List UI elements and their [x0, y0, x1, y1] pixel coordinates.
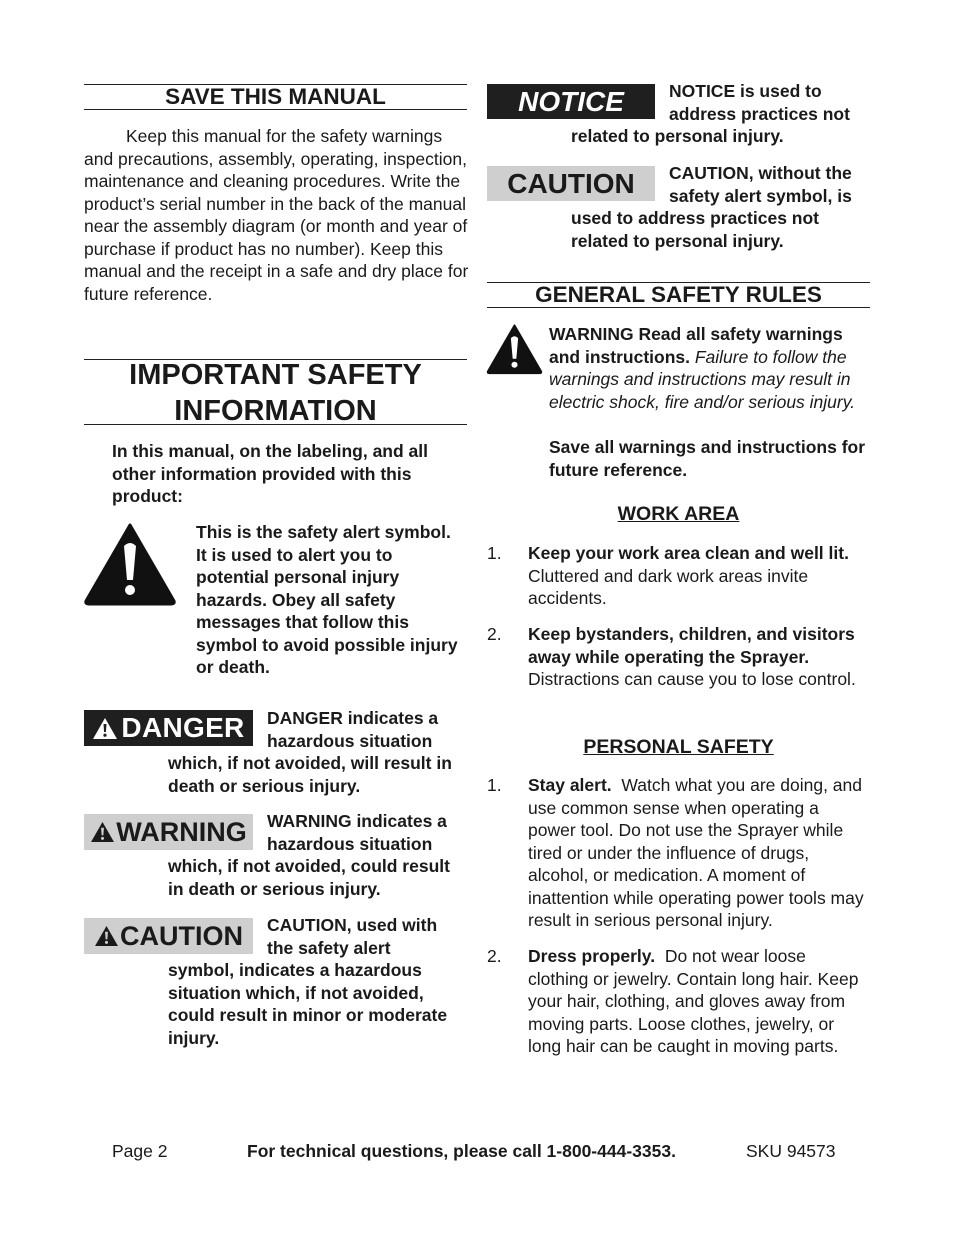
danger-label: DANGER	[121, 712, 245, 743]
general-warning-bold: WARNING Read all safety warnings and instructions.	[549, 324, 843, 367]
danger-text-line: hazardous situation	[267, 730, 433, 751]
important-safety-heading	[84, 357, 467, 429]
notice-label: NOTICE	[518, 85, 624, 117]
notice-text-rest: related to personal injury.	[571, 126, 784, 146]
list-item-bold: Keep your work area clean and well lit.	[528, 543, 849, 563]
personal-safety-heading: PERSONAL SAFETY	[583, 736, 774, 758]
list-item-bold: Stay alert.	[528, 775, 612, 795]
caution-plain-label: CAUTION	[507, 167, 635, 199]
heading-line-2: INFORMATION	[174, 395, 377, 427]
footer-tech-support: For technical questions, please call 1-800-444-3353.	[247, 1141, 676, 1161]
notice-text-line: NOTICE is used to	[669, 81, 822, 101]
caution-plain-text-line: safety alert symbol, is	[669, 185, 852, 206]
caution-alert-text-line: CAUTION, used with	[267, 915, 438, 935]
caution-plain-badge	[487, 166, 655, 201]
list-number: 1.	[487, 543, 502, 563]
section-bottom-rule	[84, 424, 467, 425]
caution-alert-badge	[84, 918, 253, 954]
list-item-text: Distractions can cause you to lose control.	[528, 669, 856, 689]
danger-text-line: DANGER indicates a	[267, 708, 439, 728]
warning-text-top	[267, 810, 467, 855]
list-item-text: Do not wear loose clothing or jewelry. Contain long hair. Keep your hair, clothing, and gloves away from moving parts. Loose clothes, jewelry, or long hair can be caught in moving parts.	[528, 946, 859, 1056]
safety-alert-icon	[486, 323, 543, 375]
list-item-bold: Dress properly.	[528, 946, 656, 966]
list-item-text: Cluttered and dark work areas invite accidents.	[528, 565, 809, 608]
caution-alert-text-rest: symbol, indicates a hazardous situation which, if not avoided, could result in minor or moderate injury.	[168, 960, 448, 1048]
list-item	[528, 623, 868, 691]
notice-text-top	[669, 80, 869, 125]
warning-text-line: hazardous situation	[267, 833, 433, 854]
warning-alert-icon	[90, 821, 115, 843]
section-bottom-rule	[84, 109, 467, 110]
section-bottom-rule	[487, 307, 870, 308]
footer-sku: SKU 94573	[746, 1141, 836, 1161]
list-item-text: Watch what you are doing, and use common sense when operating a power tool. Do not use the Sprayer while tired or under the influence of drugs, alcohol, or medication. A moment of inattention while operating power tools may result in serious personal injury.	[528, 775, 864, 930]
list-item	[528, 945, 870, 1058]
save-manual-heading: SAVE THIS MANUAL	[165, 84, 386, 109]
important-intro: In this manual, on the labeling, and all other information provided with this product:	[112, 441, 429, 506]
danger-text-top	[267, 707, 467, 752]
caution-alert-icon	[94, 925, 119, 947]
danger-text-rest: which, if not avoided, will result in death or serious injury.	[168, 753, 452, 796]
general-warning-italic: Failure to follow the warnings and instructions may result in electric shock, fire and/or serious injury.	[549, 346, 856, 412]
warning-badge	[84, 814, 253, 850]
warning-text-rest: which, if not avoided, could result in death or serious injury.	[168, 856, 450, 899]
danger-badge	[84, 710, 253, 746]
list-item-bold: Keep bystanders, children, and visitors away while operating the Sprayer.	[528, 624, 855, 667]
warning-label: WARNING	[116, 816, 247, 847]
caution-plain-text-rest: used to address practices not related to personal injury.	[571, 208, 819, 251]
notice-text-line: address practices not	[669, 103, 850, 124]
general-warning-text	[549, 323, 871, 413]
footer-page-number: Page 2	[112, 1141, 168, 1161]
caution-alert-text-line: the safety alert	[267, 937, 391, 958]
work-area-heading: WORK AREA	[617, 503, 740, 525]
warning-text-line: WARNING indicates a	[267, 811, 447, 831]
caution-alert-text-top	[267, 914, 467, 959]
list-number: 2.	[487, 946, 502, 966]
safety-alert-text: This is the safety alert symbol. It is used to alert you to potential personal injury hazards. Obey all safety messages that follow this symbol to avoid possible injury or death.	[196, 522, 458, 677]
danger-alert-icon	[92, 717, 118, 740]
caution-plain-text-top	[669, 162, 874, 207]
safety-alert-icon	[83, 522, 177, 606]
caution-plain-text-line: CAUTION, without the	[669, 163, 852, 183]
notice-badge	[487, 84, 655, 119]
heading-line-1: IMPORTANT SAFETY	[129, 359, 422, 391]
general-safety-heading: GENERAL SAFETY RULES	[535, 282, 822, 307]
caution-alert-label: CAUTION	[120, 920, 243, 951]
list-item	[528, 542, 868, 610]
general-save-text: Save all warnings and instructions for future reference.	[549, 437, 866, 480]
save-manual-text: Keep this manual for the safety warnings and precautions, assembly, operating, inspection, maintenance and cleaning procedures. Write the product’s serial number in the back of the manual near the assembly diagram (or month and year of purchase if product has no number). Keep this manual and the receipt in a safe and dry place for future reference.	[84, 126, 469, 304]
list-number: 2.	[487, 624, 502, 644]
list-number: 1.	[487, 775, 502, 795]
list-item	[528, 774, 870, 932]
